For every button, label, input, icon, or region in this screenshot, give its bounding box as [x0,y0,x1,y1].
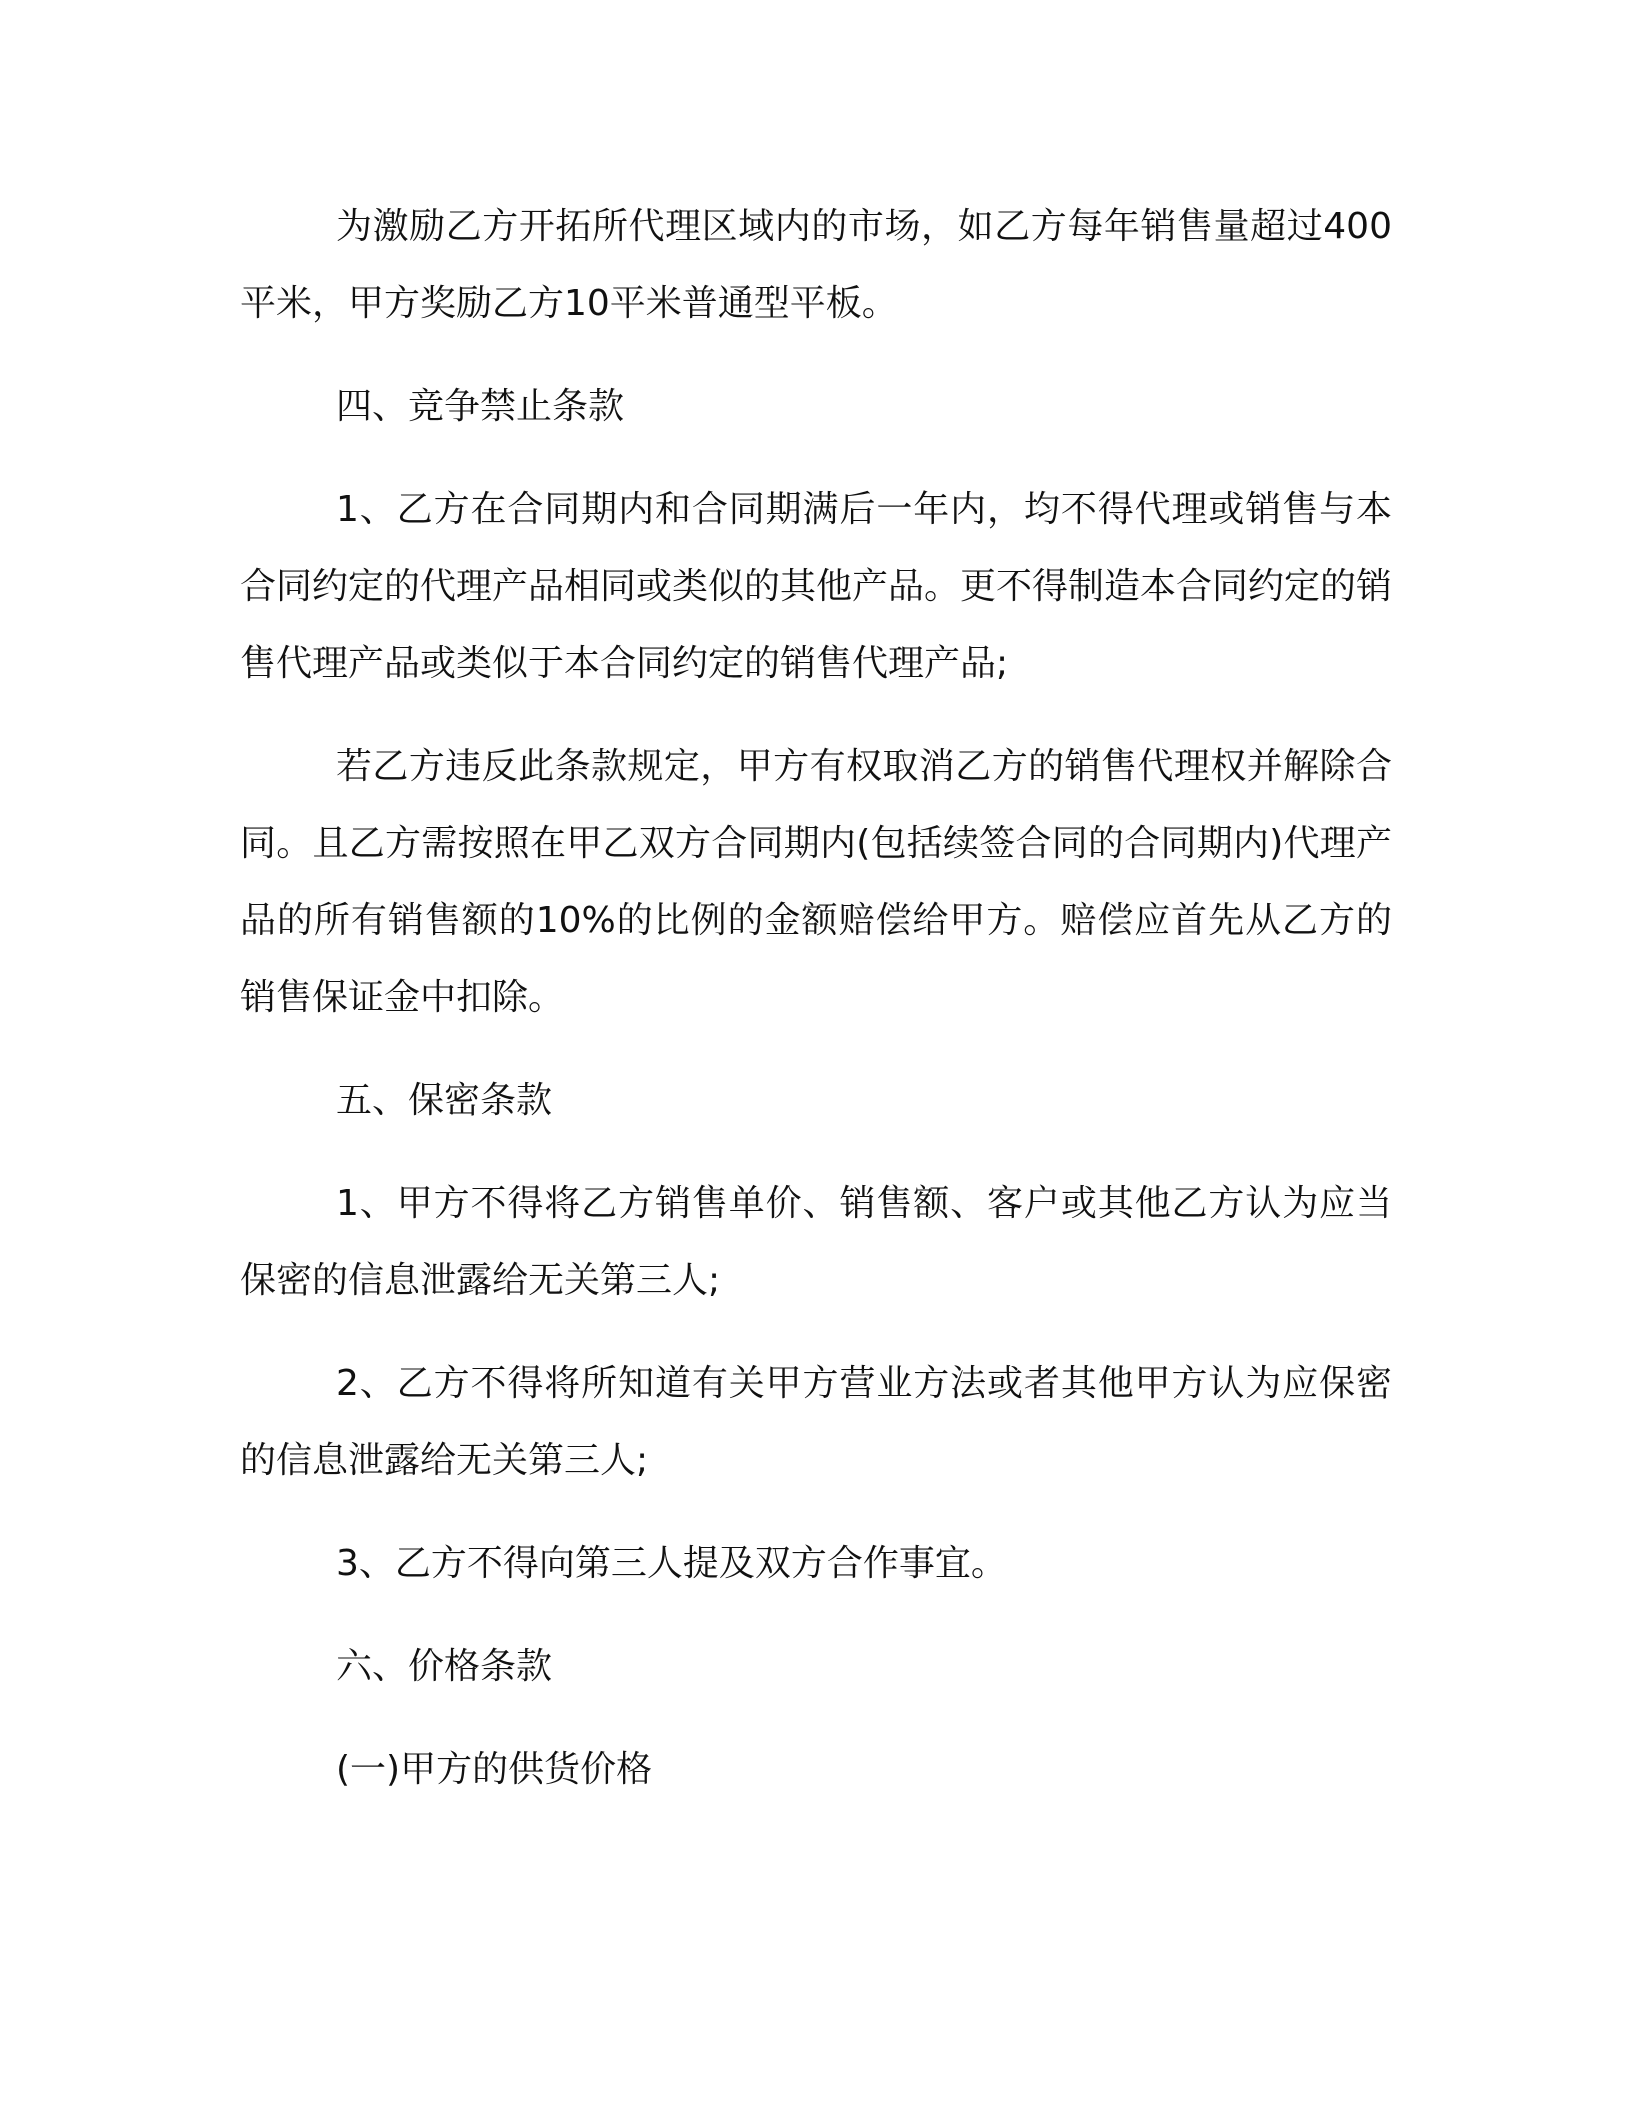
paragraph-non-compete-penalty: 若乙方违反此条款规定，甲方有权取消乙方的销售代理权并解除合同。且乙方需按照在甲乙双方合同期内(包括续签合同的合同期内)代理产品的所有销售额的10%的比例的金额赔偿给甲方。赔偿应首先从乙方的销售保证金中扣除。 [240,746,1392,1018]
subheading-supply-price: (一)甲方的供货价格 [336,1749,653,1790]
paragraph-confidentiality-1: 1、甲方不得将乙方销售单价、销售额、客户或其他乙方认为应当保密的信息泄露给无关第三人; [240,1183,1392,1301]
paragraph-non-compete-1: 1、乙方在合同期内和合同期满后一年内，均不得代理或销售与本合同约定的代理产品相同或类似的其他产品。更不得制造本合同约定的销售代理产品或类似于本合同约定的销售代理产品; [240,489,1393,684]
heading-price-terms: 六、价格条款 [336,1646,553,1687]
paragraph-sales-incentive: 为激励乙方开拓所代理区域内的市场，如乙方每年销售量超过400平米，甲方奖励乙方10平米普通型平板。 [240,206,1392,324]
paragraph-confidentiality-3: 3、乙方不得向第三人提及双方合作事宜。 [336,1543,1007,1584]
document-body [240,188,1392,1834]
paragraph-confidentiality-2: 2、乙方不得将所知道有关甲方营业方法或者其他甲方认为应保密的信息泄露给无关第三人; [240,1363,1392,1481]
heading-confidentiality: 五、保密条款 [336,1080,553,1121]
heading-non-compete: 四、竞争禁止条款 [336,386,625,427]
